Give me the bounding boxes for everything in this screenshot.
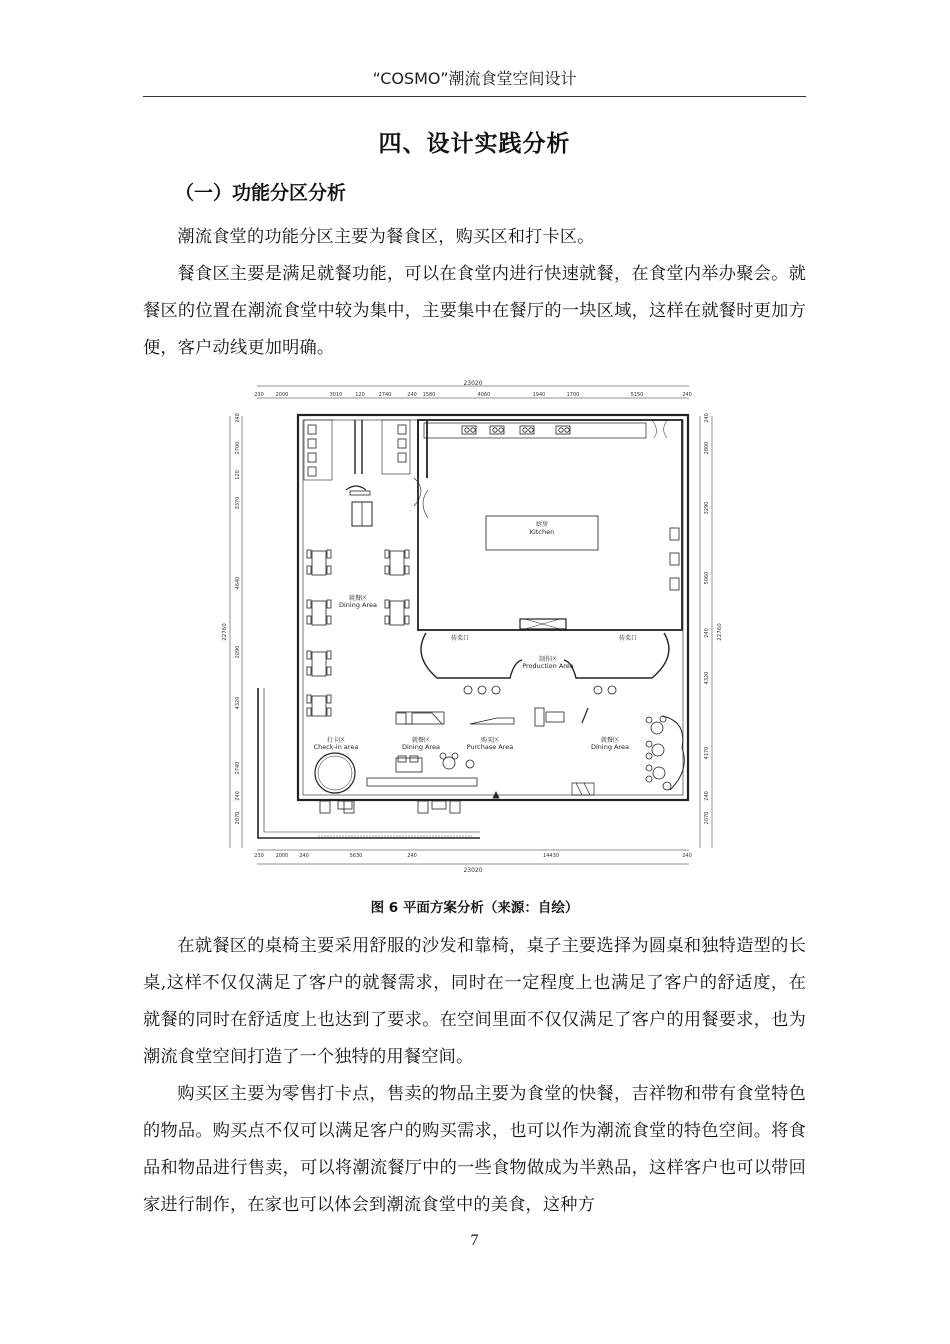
floor-plan-figure — [222, 378, 728, 878]
dim-right: 4320 — [704, 671, 710, 685]
dim-top: 1700 — [566, 392, 580, 398]
dim-left: 240 — [235, 791, 241, 801]
dim-bottom: 14430 — [543, 853, 559, 859]
dim-right: 240 — [704, 791, 710, 801]
dining-right-cn: 就餐区 — [600, 737, 620, 744]
dim-bottom: 230 — [254, 853, 264, 859]
dim-right: 2070 — [704, 811, 710, 825]
production-label-en: Production Area — [522, 662, 574, 670]
purchase-label-cn: 购买区 — [480, 737, 500, 744]
dim-top: 240 — [682, 392, 692, 398]
dim-right: 240 — [704, 628, 710, 638]
dim-right: 4170 — [704, 746, 710, 760]
paragraph-1: 潮流食堂的功能分区主要为餐食区，购买区和打卡区。 — [177, 227, 595, 247]
paragraph-4: 购买区主要为零售打卡点，售卖的物品主要为食堂的快餐，吉祥物和带有食堂特色的物品。购买点不仅可以满足客户的购买需求，也可以作为潮流食堂的特色空间。将食品和物品进行售卖，可以将潮流餐厅中的一些食物做成为半熟品，这样客户也可以带回家进行制作，在家也可以体会到潮流食堂中的美食，这种方 — [143, 1084, 806, 1215]
dim-left: 3370 — [235, 496, 241, 510]
dim-top: 1580 — [422, 392, 436, 398]
header-rule — [143, 96, 806, 97]
dim-top: 120 — [355, 392, 365, 398]
dim-left: 240 — [235, 413, 241, 423]
dim-top: 240 — [407, 392, 417, 398]
dim-right: 3290 — [704, 501, 710, 515]
kitchen-label-cn: 厨房 — [535, 521, 549, 528]
dim-left-total: 22760 — [222, 623, 228, 641]
dining-left-en: Dining Area — [338, 601, 378, 609]
paragraph-3: 在就餐区的桌椅主要采用舒服的沙发和靠椅，桌子主要选择为圆桌和独特造型的长桌,这样不仅仅满足了客户的就餐需求，同时在一定程度上也满足了客户的舒适度，在就餐的同时在舒适度上也达到了要求。在空间里面不仅仅满足了客户的用餐要求，也为潮流食堂空间打造了一个独特的用餐空间。 — [143, 936, 806, 1067]
dim-top: 4060 — [477, 392, 491, 398]
dim-top: 2740 — [378, 392, 392, 398]
section-title: （一）功能分区分析 — [175, 182, 347, 204]
running-header: “COSMO”潮流食堂空间设计 — [372, 69, 577, 88]
dim-bottom-total: 23020 — [463, 867, 483, 874]
dining-mid-en: Dining Area — [401, 743, 441, 751]
checkin-label-en: Check-in area — [313, 743, 359, 751]
serve-window-left: 传菜口 — [450, 635, 470, 642]
page-number: 7 — [470, 1232, 479, 1249]
dim-bottom: 2000 — [275, 853, 289, 859]
purchase-label-en: Purchase Area — [466, 743, 514, 751]
dim-right: 2800 — [704, 441, 710, 455]
dim-top: 230 — [254, 392, 264, 398]
dim-bottom: 240 — [407, 853, 417, 859]
dim-bottom: 5630 — [349, 853, 363, 859]
dim-right-total: 22760 — [717, 623, 723, 641]
dim-left: 120 — [235, 470, 241, 480]
serve-window-right: 传菜口 — [618, 635, 638, 642]
checkin-label-cn: 打卡区 — [326, 737, 346, 744]
dim-bottom: 240 — [299, 853, 309, 859]
dining-mid-cn: 就餐区 — [411, 737, 431, 744]
dim-top-total: 23020 — [463, 380, 483, 387]
dining-left-cn: 就餐区 — [348, 595, 368, 602]
dim-right: 5060 — [704, 571, 710, 585]
dining-right-en: Dining Area — [590, 743, 630, 751]
dim-top: 2000 — [275, 392, 289, 398]
chapter-title: 四、设计实践分析 — [378, 131, 571, 157]
dim-left: 2700 — [235, 441, 241, 455]
floor-plan-drawing — [222, 378, 728, 878]
dim-top: 1940 — [532, 392, 546, 398]
dim-top: 3010 — [329, 392, 343, 398]
dim-left: 4320 — [235, 696, 241, 710]
dim-left: 2070 — [235, 811, 241, 825]
dim-left: 4640 — [235, 576, 241, 590]
dim-left: 2740 — [235, 761, 241, 775]
dim-top: 5150 — [630, 392, 644, 398]
paragraph-2: 餐食区主要是满足就餐功能，可以在食堂内进行快速就餐，在食堂内举办聚会。就餐区的位置在潮流食堂中较为集中，主要集中在餐厅的一块区域，这样在就餐时更加方便，客户动线更加明确。 — [143, 264, 806, 358]
production-label-cn: 制作区 — [538, 656, 558, 663]
dim-left: 2090 — [235, 645, 241, 659]
kitchen-label-en: Kitchen — [529, 528, 555, 536]
dim-bottom: 240 — [682, 853, 692, 859]
figure-caption: 图 6 平面方案分析（来源：自绘） — [370, 900, 579, 916]
dim-right: 240 — [704, 413, 710, 423]
